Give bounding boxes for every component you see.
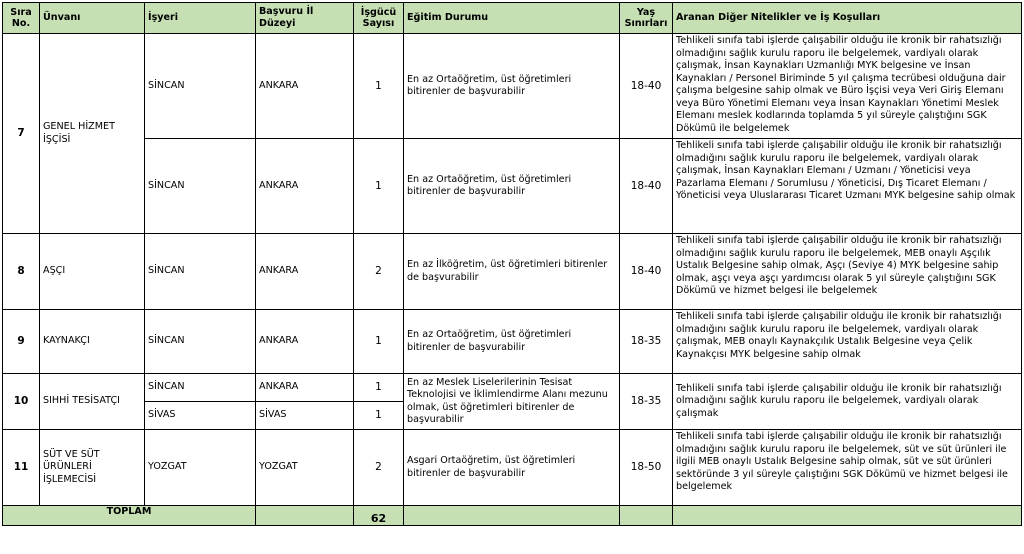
age-cell: 18-50 [620,430,673,506]
table-row [3,34,1022,139]
education-cell: Asgari Ortaöğretim, üst öğretimleri bitirenler de başvurabilir [404,430,620,506]
job-number: 10 [3,374,40,430]
job-listing-table [2,2,1022,526]
total-empty-cell [404,506,620,526]
header-egitim: Eğitim Durumu [404,3,620,34]
workplace-cell: SİNCAN [145,234,256,310]
workplace-cell: SİNCAN [145,139,256,234]
age-cell: 18-35 [620,310,673,374]
header-isyeri: İşyeri [145,3,256,34]
workplace-cell: YOZGAT [145,430,256,506]
job-title: SÜT VE SÜT ÜRÜNLERİ İŞLEMECİSİ [40,430,145,506]
job-number: 11 [3,430,40,506]
total-empty-cell [673,506,1022,526]
total-label: TOPLAM [3,506,256,526]
education-cell: En az Ortaöğretim, üst öğretimleri bitirenler de başvurabilir [404,139,620,234]
total-row [3,506,1022,526]
header-iscucu-sayisi: İşgücü Sayısı [354,3,404,34]
job-title: AŞÇI [40,234,145,310]
province-cell: ANKARA [256,310,354,374]
count-cell: 2 [354,234,404,310]
header-unvani: Ünvanı [40,3,145,34]
requirements-cell: Tehlikeli sınıfa tabi işlerde çalışabilir olduğu ile kronik bir rahatsızlığı olmadığını sağlık kurulu raporu ile belgelemek, vardiyalı olarak çalışmak, MEB onaylı Kaynakçılık Ustalık Belgesine veya Çelik Kaynakçısı MYK belgesine sahip olmak [673,310,1022,374]
header-sira-no: Sıra No. [3,3,40,34]
count-cell: 1 [354,34,404,139]
total-empty-cell [256,506,354,526]
age-cell: 18-35 [620,374,673,430]
province-cell: ANKARA [256,234,354,310]
education-cell: En az Ortaöğretim, üst öğretimleri bitirenler de başvurabilir [404,310,620,374]
province-cell: ANKARA [256,139,354,234]
requirements-cell: Tehlikeli sınıfa tabi işlerde çalışabilir olduğu ile kronik bir rahatsızlığı olmadığını sağlık kurulu raporu ile belgelemek, vardiyalı olarak çalışmak, İnsan Kaynakları Uzmanlığı MYK belgesine ve İnsan Kaynakları / Personel Biriminde 5 yıl çalışma tecrübesi olduğuna dair çalışma belgesine sahip olmak ve Büro İşçisi veya Veri Giriş Elemanı veya Büro Yönetimi Elemanı veya İnsan Kaynakları Yönetimi Meslek Elemanı meslek kodlarında toplamda 5 yıl süreyle çalıştığını SGK Dökümü ile belgelemek [673,34,1022,139]
count-cell: 1 [354,139,404,234]
header-nitelikler: Aranan Diğer Nitelikler ve İş Koşulları [673,3,1022,34]
age-cell: 18-40 [620,139,673,234]
job-number: 9 [3,310,40,374]
province-cell: SİVAS [256,402,354,430]
header-basvuru-il: Başvuru İl Düzeyi [256,3,354,34]
education-cell: En az Ortaöğretim, üst öğretimleri bitirenler de başvurabilir [404,34,620,139]
province-cell: YOZGAT [256,430,354,506]
requirements-cell: Tehlikeli sınıfa tabi işlerde çalışabilir olduğu ile kronik bir rahatsızlığı olmadığını sağlık kurulu raporu ile belgelemek, MEB onaylı Aşçılık Ustalık Belgesine sahip olmak, Aşçı (Seviye 4) MYK belgesine sahip olmak, aşçı veya aşçı yardımcısı olarak 5 yıl süreyle çalıştığını SGK Dökümü ve hizmet belgesi ile belgelemek [673,234,1022,310]
education-cell: En az Meslek Liselerilerinin Tesisat Teknolojisi ve İklimlendirme Alanı mezunu olmak, üst öğretimleri bitirenler de başvurabilir [404,374,620,430]
education-cell: En az İlköğretim, üst öğretimleri bitirenler de başvurabilir [404,234,620,310]
job-number: 8 [3,234,40,310]
province-cell: ANKARA [256,34,354,139]
table-row [3,310,1022,374]
count-cell: 1 [354,310,404,374]
province-cell: ANKARA [256,374,354,402]
job-title: GENEL HİZMET İŞÇİSİ [40,34,145,234]
workplace-cell: SİVAS [145,402,256,430]
total-value: 62 [354,506,404,526]
table-row [3,139,1022,234]
header-row [3,3,1022,34]
total-empty-cell [620,506,673,526]
workplace-cell: SİNCAN [145,34,256,139]
workplace-cell: SİNCAN [145,374,256,402]
table-row [3,374,1022,402]
table-row [3,234,1022,310]
requirements-cell: Tehlikeli sınıfa tabi işlerde çalışabilir olduğu ile kronik bir rahatsızlığı olmadığını sağlık kurulu raporu ile belgelemek, vardiyalı olarak çalışmak [673,374,1022,430]
workplace-cell: SİNCAN [145,310,256,374]
job-title: SIHHİ TESİSATÇI [40,374,145,430]
requirements-cell: Tehlikeli sınıfa tabi işlerde çalışabilir olduğu ile kronik bir rahatsızlığı olmadığını sağlık kurulu raporu ile belgelemek, süt ve süt ürünleri ile ilgili MEB onaylı Ustalık Belgesine sahip olmak, süt ve süt ürünleri sektöründe 3 yıl süreyle çalıştığını SGK Dökümü ve hizmet belgesi ile belgelemek [673,430,1022,506]
count-cell: 1 [354,374,404,402]
requirements-cell: Tehlikeli sınıfa tabi işlerde çalışabilir olduğu ile kronik bir rahatsızlığı olmadığını sağlık kurulu raporu ile belgelemek, vardiyalı olarak çalışmak, İnsan Kaynakları Elemanı / Uzmanı / Yöneticisi veya Pazarlama Elemanı / Sorumlusu / Yöneticisi, Dış Ticaret Elemanı / Yöneticisi veya Uluslararası Ticaret Uzmanı MYK belgesine sahip olmak [673,139,1022,234]
age-cell: 18-40 [620,234,673,310]
header-yas: Yaş Sınırları [620,3,673,34]
job-number: 7 [3,34,40,234]
table-row [3,430,1022,506]
job-title: KAYNAKÇI [40,310,145,374]
age-cell: 18-40 [620,34,673,139]
count-cell: 2 [354,430,404,506]
count-cell: 1 [354,402,404,430]
